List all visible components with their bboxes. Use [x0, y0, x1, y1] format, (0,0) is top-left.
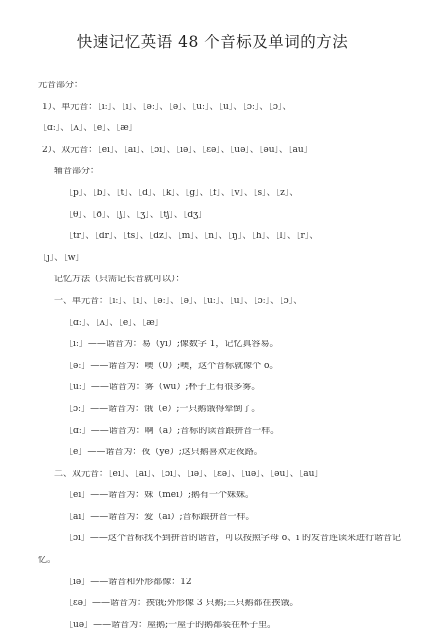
section-heading-vowels: 元音部分： — [38, 81, 84, 90]
method-heading: 记忆方法（只需记长音就可以）： — [54, 275, 185, 285]
mnemonic-line: ［ai］——谐音为：爱（ai）;音标跟拼音一样。 — [64, 512, 255, 522]
consonant-list-2: ［θ］、［ð］、［ʃ］、［ʒ］、［tʃ］、［dʒ］ — [64, 210, 208, 220]
mnemonic-line: ［εə］——谐音为：挨饿;外形像 3 只鹅;三只鹅都在挨饿。 — [64, 599, 299, 609]
diphthong-list: 2）、双元音：［ei］、［ai］、［ɔi］、［iə］、［εə］、［uə］、［əu］、［au］ — [42, 145, 313, 155]
monophthong-list: 1）、单元音：［iː］、［i］、［əː］、［ə］、［uː］、［u］、［ɔː］、［ɔ］、 — [42, 102, 292, 112]
mnemonic-line-cont: 忆。 — [38, 556, 57, 566]
mnemonic-line: ［e］——谐音为：夜（ye）;这只鹅喜欢走夜路。 — [64, 448, 263, 458]
consonant-list-1: ［p］、［b］、［t］、［d］、［k］、［g］、［f］、［v］、［s］、［z］、 — [64, 188, 299, 198]
method-diphthongs: 二、双元音：［ei］、［ai］、［ɔi］、［iə］、［εə］、［uə］、［əu］、［au］ — [54, 469, 324, 479]
page-title: 快速记忆英语 48 个音标及单词的方法 — [76, 33, 349, 51]
mnemonic-line: ［ei］——谐音为：妹（mei）;鹅有一个妹妹。 — [64, 491, 254, 501]
consonant-list-4: ［j］、［w］ — [38, 253, 85, 263]
consonant-list-3: ［tr］、［dr］、［ts］、［dz］、［m］、［n］、［ŋ］、［h］、［l］、［r］、 — [64, 232, 319, 242]
mnemonic-line: ［uə］——谐音为：屋鹅;一屋子的鹅都装在杯子里。 — [64, 620, 277, 630]
mnemonic-line: ［ɔi］——这个音标找不到拼音的谐音，可以按照字母 o、i 的发音连读来进行谐音记 — [64, 534, 401, 544]
mnemonic-line: ［uː］——谐音为：雾（wu）;杯子上有很多雾。 — [64, 383, 261, 393]
method-monophthongs-cont: ［ɑː］、［ʌ］、［e］、［æ］ — [64, 318, 164, 328]
mnemonic-line: ［ɔː］——谐音为：饿（e）;一只鹅饿得晕倒了。 — [64, 404, 261, 414]
section-heading-consonants: 辅音部分： — [54, 167, 100, 177]
document-body — [38, 81, 409, 639]
method-monophthongs: 一、单元音：［iː］、［i］、［əː］、［ə］、［uː］、［u］、［ɔː］、［ɔ］、 — [54, 296, 303, 306]
mnemonic-line: ［iə］——谐音和外形都像：12 — [64, 577, 192, 587]
mnemonic-line: ［ɑː］——谐音为：啊（a）;音标的读音跟拼音一样。 — [64, 426, 280, 436]
mnemonic-line: ［əː］——谐音为：噢（0）;噢，这个音标就像个 o。 — [64, 361, 279, 371]
monophthong-list-cont: ［ɑː］、［ʌ］、［e］、［æ］ — [38, 124, 138, 134]
mnemonic-line: ［iː］——谐音为：易（yi）;像数字 1，记忆真容易。 — [64, 340, 279, 350]
